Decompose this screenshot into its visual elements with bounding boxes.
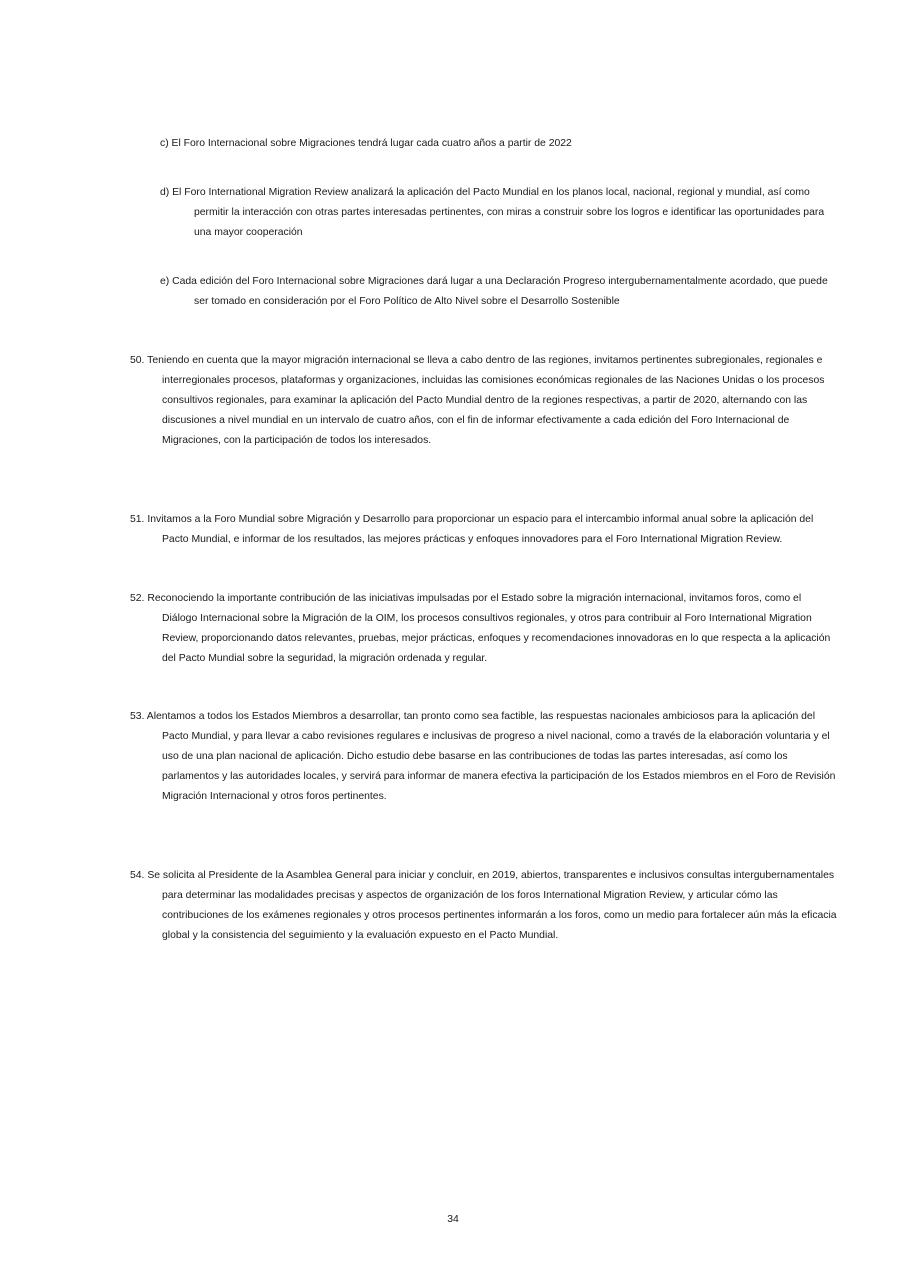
page-number: 34 bbox=[447, 1214, 459, 1225]
paragraph-50: 50. Teniendo en cuenta que la mayor migración internacional se lleva a cabo dentro de las regiones, invitamos pertinentes subregionales, regionales e interregionales procesos, plataformas y organizaciones, incluidas las comisiones económicas regionales de las Naciones Unidas o los procesos consultivos regionales, para examinar la aplicación del Pacto Mundial dentro de la regiones respectivas, a partir de 2020, alternando con las discusiones a nivel mundial en un intervalo de cuatro años, con el fin de informar efectivamente a cada edición del Foro Internacional de Migraciones, con la participación de todos los interesados. bbox=[130, 355, 825, 446]
paragraph-51: 51. Invitamos a la Foro Mundial sobre Migración y Desarrollo para proporcionar un espacio para el intercambio informal anual sobre la aplicación del Pacto Mundial, e informar de los resultados, las mejores prácticas y enfoques innovadores para el Foro International Migration Review. bbox=[130, 514, 814, 545]
paragraph-54: 54. Se solicita al Presidente de la Asamblea General para iniciar y concluir, en 2019, abiertos, transparentes e inclusivos consultas intergubernamentales para determinar las modalidades precisas y aspectos de organización de los foros International Migration Review, y articular cómo las contribuciones de los exámenes regionales y otros procesos pertinentes informarán a los foros, como un medio para fortalecer aún más la eficacia global y la consistencia del seguimiento y la evaluación expuesto en el Pacto Mundial. bbox=[130, 870, 837, 941]
paragraph-53: 53. Alentamos a todos los Estados Miembros a desarrollar, tan pronto como sea factible, las respuestas nacionales ambiciosos para la aplicación del Pacto Mundial, y para llevar a cabo revisiones regulares e inclusivas de progreso a nivel nacional, como a través de la elaboración voluntaria y el uso de una plan nacional de aplicación. Dicho estudio debe basarse en las contribuciones de todas las partes interesadas, así como los parlamentos y las autoridades locales, y servirá para informar de manera efectiva la participación de los Estados miembros en el Foro de Revisión Migración Internacional y otros foros pertinentes. bbox=[130, 711, 836, 802]
paragraph-item-c: c) El Foro Internacional sobre Migraciones tendrá lugar cada cuatro años a partir de 2022 bbox=[160, 138, 572, 149]
paragraph-item-e: e) Cada edición del Foro Internacional sobre Migraciones dará lugar a una Declaración Progreso intergubernamentalmente acordado, que puede ser tomado en consideración por el Foro Político de Alto Nivel sobre el Desarrollo Sostenible bbox=[160, 276, 828, 307]
paragraph-item-d: d) El Foro International Migration Review analizará la aplicación del Pacto Mundial en los planos local, nacional, regional y mundial, así como permitir la interacción con otras partes interesadas pertinentes, con miras a construir sobre los logros e identificar las oportunidades para una mayor cooperación bbox=[160, 187, 825, 238]
paragraph-52: 52. Reconociendo la importante contribución de las iniciativas impulsadas por el Estado sobre la migración internacional, invitamos foros, como el Diálogo Internacional sobre la Migración de la OIM, los procesos consultivos regionales, y otros para contribuir al Foro International Migration Review, proporcionando datos relevantes, pruebas, mejor prácticas, enfoques y recomendaciones innovadoras en lo que respecta a la aplicación del Pacto Mundial sobre la seguridad, la migración ordenada y regular. bbox=[130, 593, 831, 664]
